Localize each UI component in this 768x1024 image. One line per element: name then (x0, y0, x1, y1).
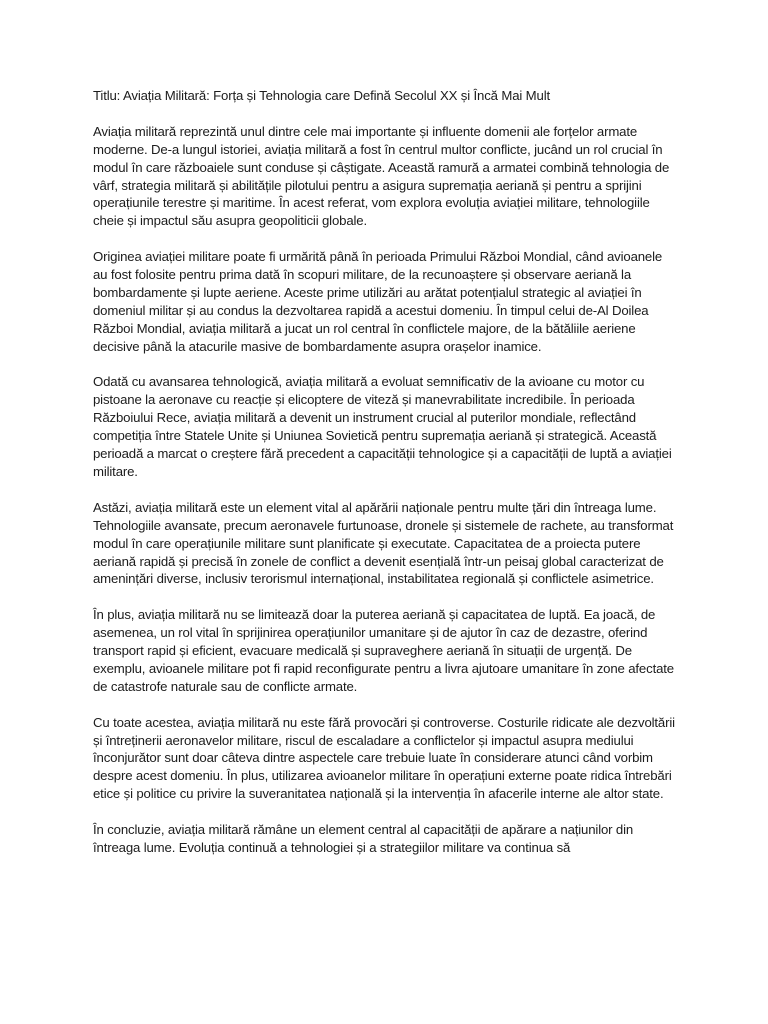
paragraph-humanitarian-role: În plus, aviația militară nu se limitează doar la puterea aeriană și capacitatea de luptă. Ea joacă, de asemenea, un rol vital în sprijinirea operațiunilor umanitare și de ajutor în caz de dezastre, oferind transport rapid și eficient, evacuare medicală și supraveghere aeriană în situații de urgență. De exemplu, avioanele militare pot fi rapid reconfigurate pentru a livra ajutoare umanitare în zone afectate de catastrofe naturale sau de conflicte armate. (93, 607, 674, 694)
paragraph-conclusion: În concluzie, aviația militară rămâne un element central al capacității de apărare a națiunilor din întreaga lume. Evoluția continuă a tehnologiei și a strategiilor militare va continua să (93, 822, 634, 855)
paragraph-technological-evolution: Odată cu avansarea tehnologică, aviația militară a evoluat semnificativ de la avioane cu motor cu pistoane la aeronave cu reacție și elicoptere de viteză și manevrabilitate incredibile. În perioada Războiului Rece, aviația militară a devenit un instrument crucial al puterilor mondiale, reflectând competiția între Statele Unite și Uniunea Sovietică pentru supremația aeriană și strategică. Această perioadă a marcat o creștere fără precedent a capacității tehnologice și a capacității de luptă a aviației militare. (93, 374, 672, 479)
paragraph-challenges: Cu toate acestea, aviația militară nu este fără provocări și controverse. Costurile ridicate ale dezvoltării și întreținerii aeronavelor militare, riscul de escaladare a conflictelor și impactul asupra mediului înconjurător sunt doar câteva dintre aspectele care trebuie luate în considerare atunci când vorbim despre acest domeniu. În plus, utilizarea avioanelor militare în operațiuni externe poate ridica întrebări etice și politice cu privire la suveranitatea națională și la intervenția în afacerile interne ale altor state. (93, 714, 675, 802)
document-body (93, 87, 678, 875)
paragraph-present-day: Astăzi, aviația militară este un element vital al apărării naționale pentru multe țări din întreaga lume. Tehnologiile avansate, precum aeronavele furtunoase, dronele și sistemele de rachete, au transformat modul în care operațiunile militare sunt planificate și executate. Capacitatea de a proiecta putere aeriană rapidă și precisă în zonele de conflict a devenit esențială într-un peisaj global caracterizat de amenințări diverse, inclusiv terorismul internațional, instabilitatea regională și conflictele asimetrice. (93, 499, 674, 587)
paragraph-origins: Originea aviației militare poate fi urmărită până în perioada Primului Război Mondial, când avioanele au fost folosite pentru prima dată în scopuri militare, de la recunoaștere și observare aeriană la bombardamente și lupte aeriene. Aceste prime utilizări au arătat potențialul strategic al aviației în domeniul militar și au condus la dezvoltarea rapidă a acestui domeniu. În timpul celui de-Al Doilea Război Mondial, aviația militară a jucat un rol central în conflictele majore, de la bătăliile aeriene decisive până la atacurile masive de bombardamente asupra orașelor inamice. (93, 249, 663, 354)
document-title: Titlu: Aviația Militară: Forța și Tehnologia care Defină Secolul XX și Încă Mai Mult (93, 88, 550, 103)
paragraph-intro: Aviația militară reprezintă unul dintre cele mai importante și influente domenii ale forțelor armate moderne. De-a lungul istoriei, aviația militară a fost în centrul multor conflicte, jucând un rol crucial în modul în care războaiele sunt conduse și câștigate. Această ramură a armatei combină tehnologia de vârf, strategia militară și abilitățile pilotului pentru a asigura supremația aeriană și pentru a sprijini operațiunile terestre și maritime. În acest referat, vom explora evoluția aviației militare, tehnologiile cheie și impactul său asupra geopoliticii globale. (93, 123, 670, 229)
